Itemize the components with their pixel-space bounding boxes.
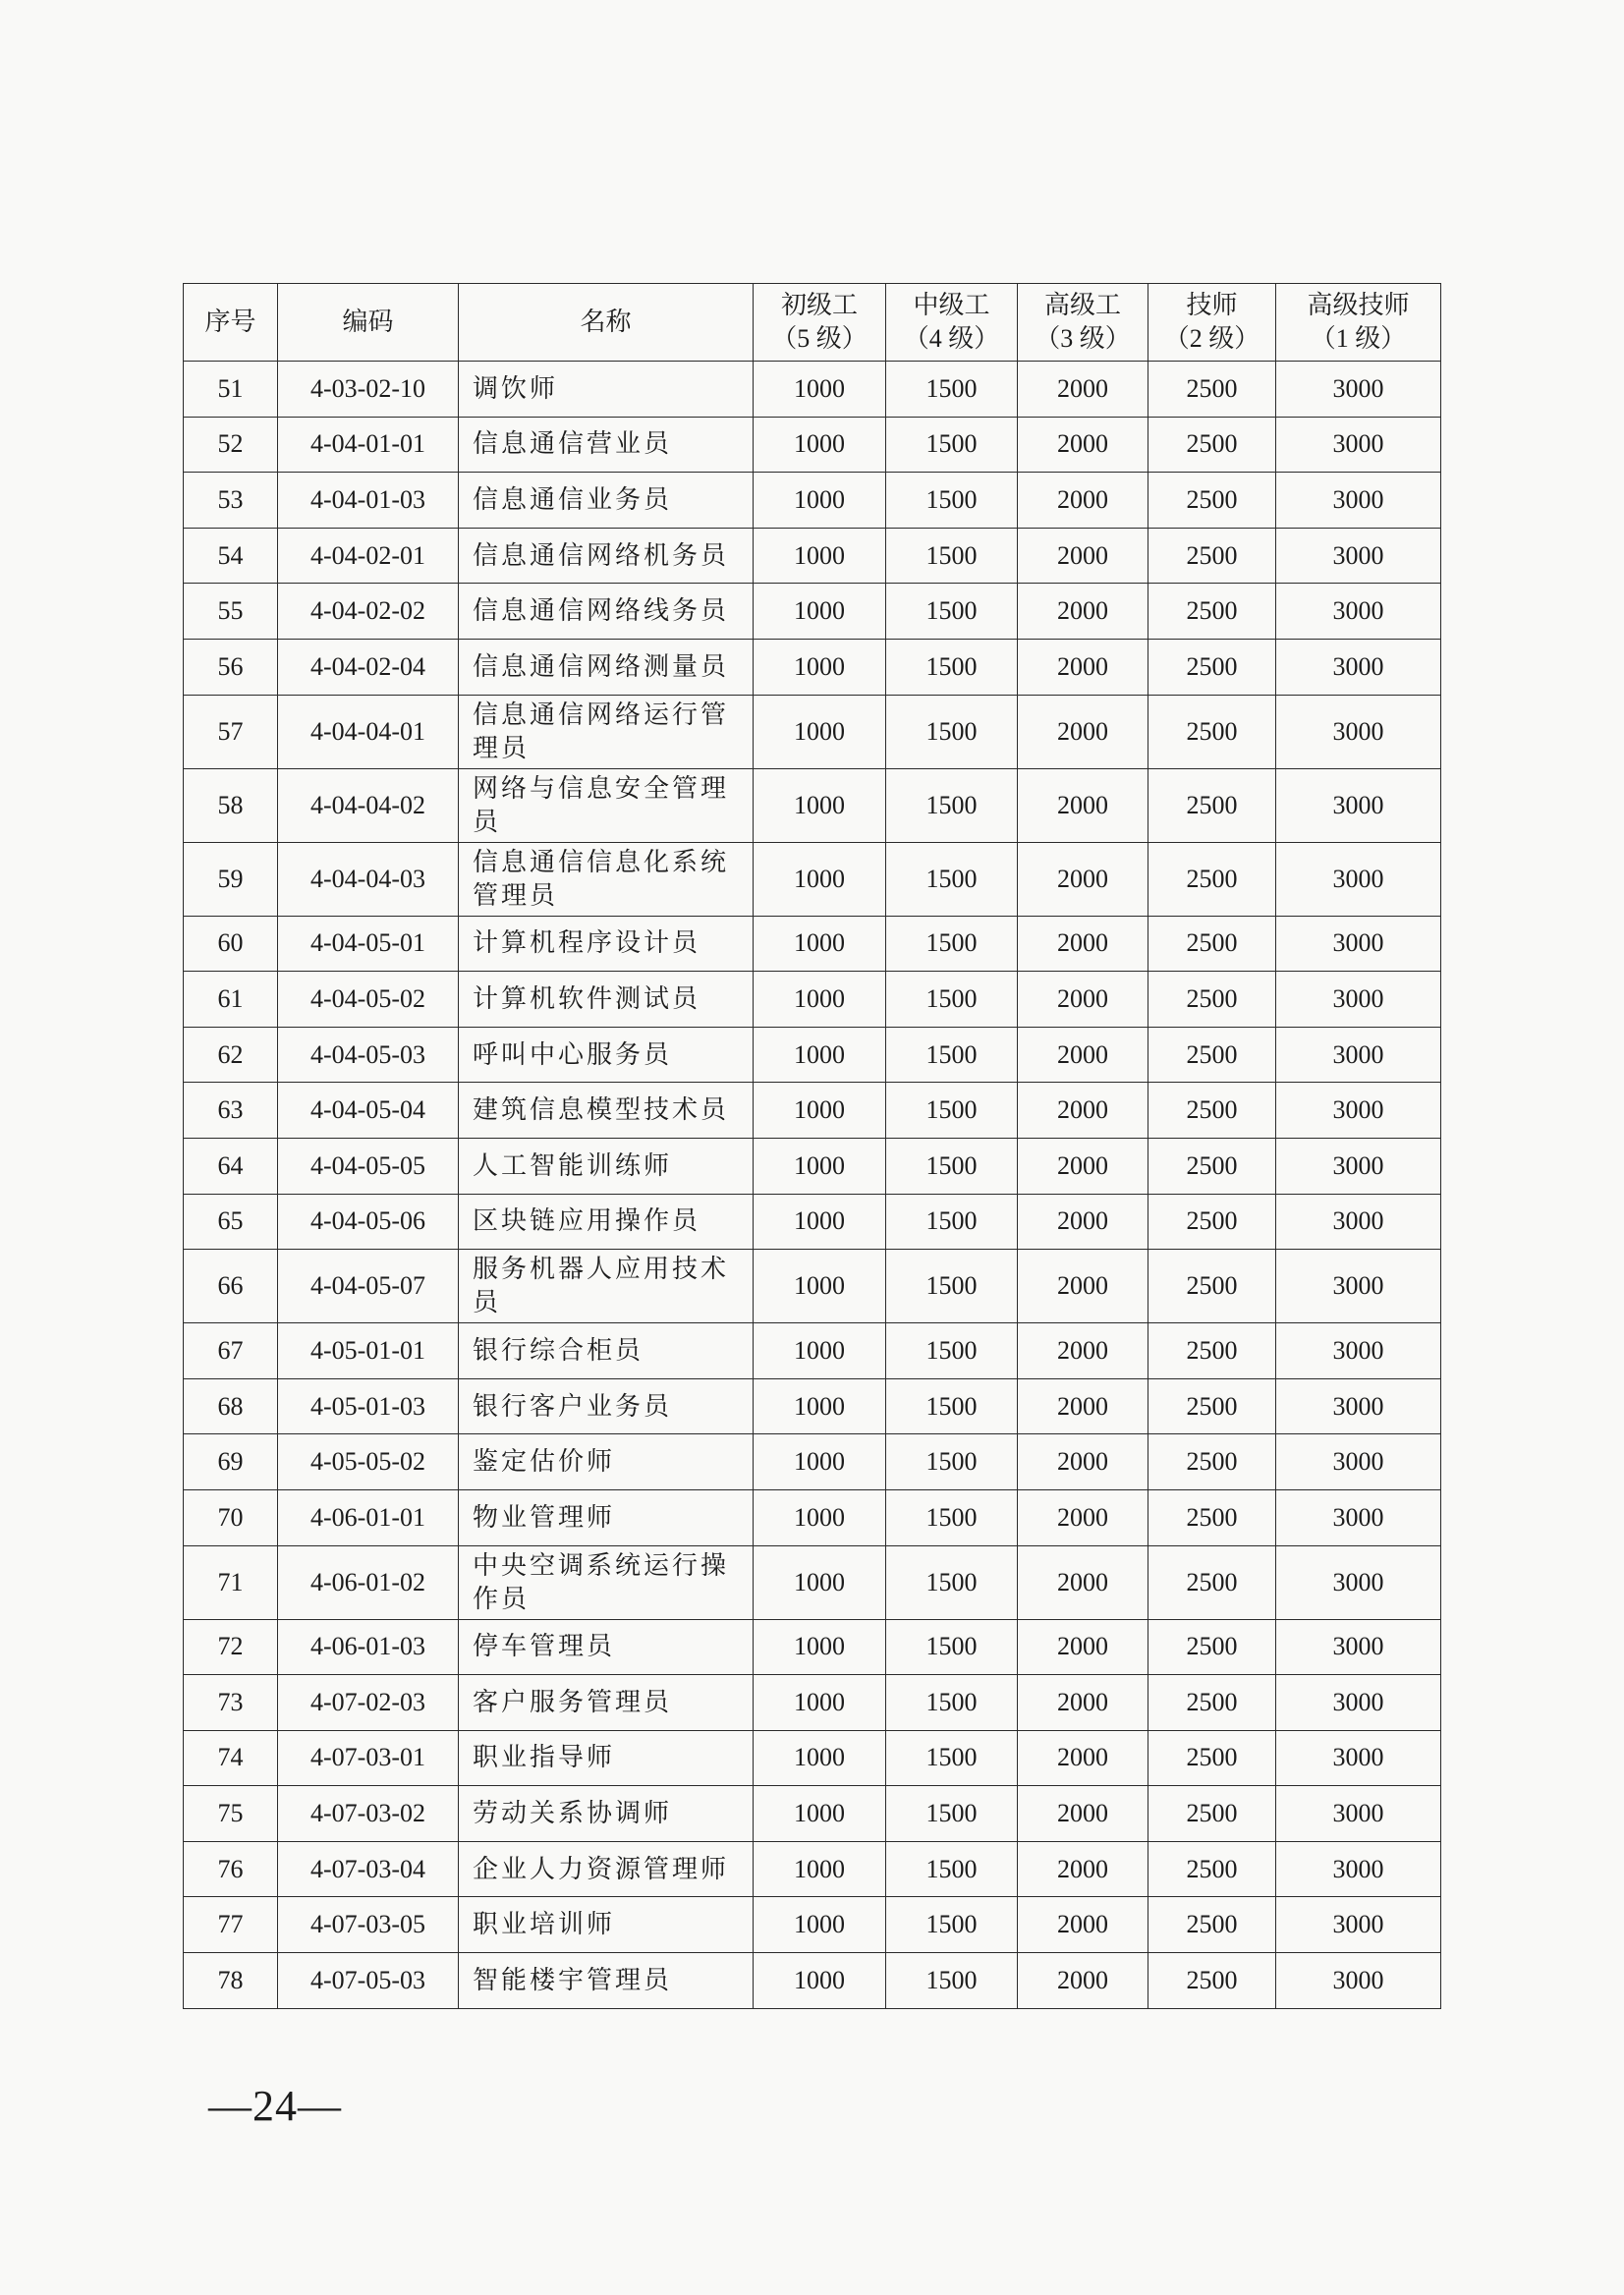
cell-no: 71 (184, 1545, 278, 1619)
cell-level-5: 1000 (754, 1545, 886, 1619)
cell-level-1: 3000 (1276, 1434, 1441, 1490)
header-no: 序号 (184, 284, 278, 362)
cell-level-3: 2000 (1018, 695, 1148, 768)
cell-code: 4-04-05-05 (278, 1138, 459, 1194)
cell-level-4: 1500 (886, 1434, 1018, 1490)
cell-code: 4-05-05-02 (278, 1434, 459, 1490)
cell-level-5: 1000 (754, 1489, 886, 1545)
cell-level-1: 3000 (1276, 1489, 1441, 1545)
cell-no: 63 (184, 1083, 278, 1139)
cell-level-2: 2500 (1148, 1083, 1276, 1139)
cell-level-4: 1500 (886, 1083, 1018, 1139)
table-row (184, 639, 1441, 695)
cell-name: 信息通信网络机务员 (459, 528, 754, 584)
cell-level-3: 2000 (1018, 1138, 1148, 1194)
cell-level-5: 1000 (754, 1786, 886, 1842)
cell-level-3: 2000 (1018, 528, 1148, 584)
cell-level-5: 1000 (754, 362, 886, 418)
cell-name: 停车管理员 (459, 1619, 754, 1675)
cell-level-3: 2000 (1018, 584, 1148, 640)
cell-level-3: 2000 (1018, 417, 1148, 473)
cell-level-1: 3000 (1276, 417, 1441, 473)
page-number: —24— (208, 2082, 342, 2130)
cell-level-5: 1000 (754, 1250, 886, 1323)
cell-level-2: 2500 (1148, 1378, 1276, 1434)
cell-no: 76 (184, 1841, 278, 1897)
cell-level-1: 3000 (1276, 362, 1441, 418)
cell-level-2: 2500 (1148, 584, 1276, 640)
cell-level-1: 3000 (1276, 842, 1441, 916)
cell-level-3: 2000 (1018, 972, 1148, 1028)
cell-level-1: 3000 (1276, 1841, 1441, 1897)
cell-name: 职业指导师 (459, 1730, 754, 1786)
cell-code: 4-04-04-01 (278, 695, 459, 768)
cell-name: 信息通信网络线务员 (459, 584, 754, 640)
cell-level-3: 2000 (1018, 916, 1148, 972)
table-row (184, 584, 1441, 640)
cell-name: 劳动关系协调师 (459, 1786, 754, 1842)
cell-code: 4-06-01-01 (278, 1489, 459, 1545)
header-level-1: 高级技师 （1 级） (1276, 284, 1441, 362)
cell-code: 4-06-01-03 (278, 1619, 459, 1675)
cell-code: 4-04-04-02 (278, 768, 459, 842)
table-row (184, 362, 1441, 418)
cell-level-2: 2500 (1148, 362, 1276, 418)
table-header-row (184, 284, 1441, 362)
cell-code: 4-07-03-05 (278, 1897, 459, 1953)
cell-level-4: 1500 (886, 1250, 1018, 1323)
cell-level-4: 1500 (886, 528, 1018, 584)
cell-no: 78 (184, 1953, 278, 2009)
cell-no: 75 (184, 1786, 278, 1842)
cell-name: 网络与信息安全管理员 (459, 768, 754, 842)
cell-level-3: 2000 (1018, 1730, 1148, 1786)
cell-level-1: 3000 (1276, 768, 1441, 842)
cell-level-4: 1500 (886, 1675, 1018, 1731)
cell-level-3: 2000 (1018, 1841, 1148, 1897)
cell-level-5: 1000 (754, 1378, 886, 1434)
cell-level-3: 2000 (1018, 1619, 1148, 1675)
cell-level-4: 1500 (886, 695, 1018, 768)
cell-level-4: 1500 (886, 1378, 1018, 1434)
table-row (184, 1083, 1441, 1139)
cell-no: 57 (184, 695, 278, 768)
cell-level-3: 2000 (1018, 1378, 1148, 1434)
cell-level-5: 1000 (754, 1434, 886, 1490)
cell-code: 4-07-03-02 (278, 1786, 459, 1842)
cell-level-3: 2000 (1018, 1786, 1148, 1842)
cell-name: 客户服务管理员 (459, 1675, 754, 1731)
cell-no: 56 (184, 639, 278, 695)
cell-no: 55 (184, 584, 278, 640)
cell-level-2: 2500 (1148, 972, 1276, 1028)
cell-level-4: 1500 (886, 1953, 1018, 2009)
cell-level-4: 1500 (886, 362, 1018, 418)
cell-level-1: 3000 (1276, 695, 1441, 768)
cell-no: 62 (184, 1027, 278, 1083)
cell-name: 信息通信信息化系统管理员 (459, 842, 754, 916)
table-row (184, 1730, 1441, 1786)
table-row (184, 528, 1441, 584)
header-name: 名称 (459, 284, 754, 362)
cell-level-1: 3000 (1276, 473, 1441, 529)
cell-code: 4-07-03-04 (278, 1841, 459, 1897)
cell-no: 67 (184, 1323, 278, 1379)
table-row (184, 1545, 1441, 1619)
cell-level-5: 1000 (754, 768, 886, 842)
cell-no: 51 (184, 362, 278, 418)
cell-name: 区块链应用操作员 (459, 1194, 754, 1250)
cell-level-4: 1500 (886, 1489, 1018, 1545)
cell-level-5: 1000 (754, 1194, 886, 1250)
cell-name: 调饮师 (459, 362, 754, 418)
cell-level-1: 3000 (1276, 1897, 1441, 1953)
cell-level-2: 2500 (1148, 1250, 1276, 1323)
table-row (184, 1378, 1441, 1434)
cell-code: 4-03-02-10 (278, 362, 459, 418)
cell-level-3: 2000 (1018, 362, 1148, 418)
cell-level-3: 2000 (1018, 473, 1148, 529)
cell-name: 信息通信营业员 (459, 417, 754, 473)
cell-name: 智能楼宇管理员 (459, 1953, 754, 2009)
table-row (184, 417, 1441, 473)
cell-level-1: 3000 (1276, 1027, 1441, 1083)
cell-name: 服务机器人应用技术员 (459, 1250, 754, 1323)
cell-level-2: 2500 (1148, 1323, 1276, 1379)
cell-no: 70 (184, 1489, 278, 1545)
cell-level-2: 2500 (1148, 1027, 1276, 1083)
cell-level-5: 1000 (754, 972, 886, 1028)
cell-level-4: 1500 (886, 584, 1018, 640)
cell-level-1: 3000 (1276, 1194, 1441, 1250)
cell-level-2: 2500 (1148, 1675, 1276, 1731)
cell-level-5: 1000 (754, 417, 886, 473)
cell-level-1: 3000 (1276, 1378, 1441, 1434)
cell-level-2: 2500 (1148, 1138, 1276, 1194)
cell-code: 4-04-05-04 (278, 1083, 459, 1139)
cell-level-2: 2500 (1148, 695, 1276, 768)
cell-level-5: 1000 (754, 473, 886, 529)
cell-no: 68 (184, 1378, 278, 1434)
cell-level-2: 2500 (1148, 842, 1276, 916)
cell-code: 4-04-05-06 (278, 1194, 459, 1250)
cell-code: 4-05-01-01 (278, 1323, 459, 1379)
cell-level-1: 3000 (1276, 1138, 1441, 1194)
cell-level-2: 2500 (1148, 1841, 1276, 1897)
cell-level-4: 1500 (886, 1619, 1018, 1675)
cell-code: 4-04-02-04 (278, 639, 459, 695)
table-row (184, 1027, 1441, 1083)
cell-level-4: 1500 (886, 1138, 1018, 1194)
cell-no: 52 (184, 417, 278, 473)
cell-code: 4-04-05-03 (278, 1027, 459, 1083)
cell-no: 66 (184, 1250, 278, 1323)
table-row (184, 695, 1441, 768)
cell-level-4: 1500 (886, 842, 1018, 916)
header-level-4: 中级工 （4 级） (886, 284, 1018, 362)
cell-level-3: 2000 (1018, 1250, 1148, 1323)
cell-level-1: 3000 (1276, 1953, 1441, 2009)
cell-level-1: 3000 (1276, 1083, 1441, 1139)
cell-level-3: 2000 (1018, 1675, 1148, 1731)
cell-level-5: 1000 (754, 639, 886, 695)
cell-name: 鉴定估价师 (459, 1434, 754, 1490)
cell-level-2: 2500 (1148, 473, 1276, 529)
header-level-2: 技师 （2 级） (1148, 284, 1276, 362)
cell-level-4: 1500 (886, 1323, 1018, 1379)
table-row (184, 1434, 1441, 1490)
cell-code: 4-04-04-03 (278, 842, 459, 916)
cell-level-4: 1500 (886, 1545, 1018, 1619)
cell-level-5: 1000 (754, 842, 886, 916)
cell-level-1: 3000 (1276, 639, 1441, 695)
cell-name: 企业人力资源管理师 (459, 1841, 754, 1897)
cell-code: 4-04-01-03 (278, 473, 459, 529)
cell-no: 77 (184, 1897, 278, 1953)
cell-code: 4-04-05-01 (278, 916, 459, 972)
cell-level-3: 2000 (1018, 1897, 1148, 1953)
cell-level-5: 1000 (754, 1841, 886, 1897)
cell-level-1: 3000 (1276, 1323, 1441, 1379)
cell-level-4: 1500 (886, 1027, 1018, 1083)
cell-name: 呼叫中心服务员 (459, 1027, 754, 1083)
cell-no: 54 (184, 528, 278, 584)
cell-no: 74 (184, 1730, 278, 1786)
header-code: 编码 (278, 284, 459, 362)
cell-level-2: 2500 (1148, 639, 1276, 695)
cell-level-2: 2500 (1148, 768, 1276, 842)
cell-name: 建筑信息模型技术员 (459, 1083, 754, 1139)
cell-level-5: 1000 (754, 1027, 886, 1083)
cell-name: 信息通信业务员 (459, 473, 754, 529)
table-row (184, 1323, 1441, 1379)
table-row (184, 1841, 1441, 1897)
cell-level-3: 2000 (1018, 1083, 1148, 1139)
cell-level-3: 2000 (1018, 1489, 1148, 1545)
cell-level-2: 2500 (1148, 528, 1276, 584)
cell-level-2: 2500 (1148, 417, 1276, 473)
cell-level-5: 1000 (754, 1897, 886, 1953)
cell-level-2: 2500 (1148, 916, 1276, 972)
cell-level-5: 1000 (754, 1953, 886, 2009)
cell-level-3: 2000 (1018, 1953, 1148, 2009)
cell-name: 信息通信网络运行管理员 (459, 695, 754, 768)
cell-level-4: 1500 (886, 972, 1018, 1028)
cell-level-1: 3000 (1276, 972, 1441, 1028)
cell-level-2: 2500 (1148, 1786, 1276, 1842)
cell-level-1: 3000 (1276, 1730, 1441, 1786)
cell-code: 4-07-05-03 (278, 1953, 459, 2009)
cell-level-3: 2000 (1018, 1434, 1148, 1490)
table-row (184, 1619, 1441, 1675)
cell-level-5: 1000 (754, 695, 886, 768)
cell-level-5: 1000 (754, 1138, 886, 1194)
cell-no: 53 (184, 473, 278, 529)
table-row (184, 1489, 1441, 1545)
cell-no: 61 (184, 972, 278, 1028)
cell-no: 72 (184, 1619, 278, 1675)
cell-name: 职业培训师 (459, 1897, 754, 1953)
table-row (184, 1953, 1441, 2009)
cell-level-1: 3000 (1276, 1675, 1441, 1731)
cell-level-3: 2000 (1018, 1027, 1148, 1083)
cell-level-4: 1500 (886, 768, 1018, 842)
table-row (184, 1250, 1441, 1323)
cell-level-4: 1500 (886, 1786, 1018, 1842)
cell-level-1: 3000 (1276, 1619, 1441, 1675)
cell-no: 69 (184, 1434, 278, 1490)
cell-code: 4-04-05-07 (278, 1250, 459, 1323)
cell-level-3: 2000 (1018, 768, 1148, 842)
cell-level-1: 3000 (1276, 584, 1441, 640)
cell-code: 4-04-05-02 (278, 972, 459, 1028)
cell-level-3: 2000 (1018, 1545, 1148, 1619)
table-row (184, 1675, 1441, 1731)
cell-level-4: 1500 (886, 417, 1018, 473)
table-row (184, 768, 1441, 842)
cell-name: 人工智能训练师 (459, 1138, 754, 1194)
cell-no: 60 (184, 916, 278, 972)
cell-code: 4-04-02-02 (278, 584, 459, 640)
cell-level-2: 2500 (1148, 1619, 1276, 1675)
subsidy-table (183, 283, 1441, 2009)
cell-level-2: 2500 (1148, 1194, 1276, 1250)
cell-level-1: 3000 (1276, 1545, 1441, 1619)
cell-level-5: 1000 (754, 1730, 886, 1786)
cell-level-5: 1000 (754, 1083, 886, 1139)
cell-level-3: 2000 (1018, 842, 1148, 916)
table-body (184, 362, 1441, 2009)
cell-level-4: 1500 (886, 473, 1018, 529)
cell-level-4: 1500 (886, 1730, 1018, 1786)
cell-code: 4-04-02-01 (278, 528, 459, 584)
cell-name: 计算机软件测试员 (459, 972, 754, 1028)
cell-name: 物业管理师 (459, 1489, 754, 1545)
header-level-5: 初级工 （5 级） (754, 284, 886, 362)
cell-level-4: 1500 (886, 916, 1018, 972)
cell-level-3: 2000 (1018, 1323, 1148, 1379)
table-row (184, 1138, 1441, 1194)
cell-level-2: 2500 (1148, 1953, 1276, 2009)
table-row (184, 473, 1441, 529)
cell-level-2: 2500 (1148, 1897, 1276, 1953)
cell-level-5: 1000 (754, 584, 886, 640)
cell-level-4: 1500 (886, 1194, 1018, 1250)
cell-no: 64 (184, 1138, 278, 1194)
cell-code: 4-06-01-02 (278, 1545, 459, 1619)
cell-no: 59 (184, 842, 278, 916)
cell-level-1: 3000 (1276, 1250, 1441, 1323)
header-level-3: 高级工 （3 级） (1018, 284, 1148, 362)
cell-code: 4-07-02-03 (278, 1675, 459, 1731)
table-row (184, 1194, 1441, 1250)
cell-level-3: 2000 (1018, 1194, 1148, 1250)
cell-level-1: 3000 (1276, 528, 1441, 584)
cell-level-2: 2500 (1148, 1545, 1276, 1619)
cell-no: 65 (184, 1194, 278, 1250)
cell-level-5: 1000 (754, 916, 886, 972)
cell-no: 58 (184, 768, 278, 842)
cell-name: 银行综合柜员 (459, 1323, 754, 1379)
cell-level-5: 1000 (754, 1675, 886, 1731)
cell-level-5: 1000 (754, 1323, 886, 1379)
cell-level-3: 2000 (1018, 639, 1148, 695)
cell-name: 信息通信网络测量员 (459, 639, 754, 695)
cell-code: 4-05-01-03 (278, 1378, 459, 1434)
cell-name: 中央空调系统运行操作员 (459, 1545, 754, 1619)
table-row (184, 972, 1441, 1028)
table-row (184, 1786, 1441, 1842)
cell-level-2: 2500 (1148, 1489, 1276, 1545)
cell-level-2: 2500 (1148, 1730, 1276, 1786)
cell-level-4: 1500 (886, 1897, 1018, 1953)
table-row (184, 842, 1441, 916)
cell-name: 计算机程序设计员 (459, 916, 754, 972)
cell-code: 4-04-01-01 (278, 417, 459, 473)
cell-level-1: 3000 (1276, 1786, 1441, 1842)
cell-no: 73 (184, 1675, 278, 1731)
cell-name: 银行客户业务员 (459, 1378, 754, 1434)
cell-level-5: 1000 (754, 1619, 886, 1675)
table-row (184, 1897, 1441, 1953)
cell-code: 4-07-03-01 (278, 1730, 459, 1786)
cell-level-4: 1500 (886, 639, 1018, 695)
cell-level-1: 3000 (1276, 916, 1441, 972)
cell-level-4: 1500 (886, 1841, 1018, 1897)
cell-level-2: 2500 (1148, 1434, 1276, 1490)
table-row (184, 916, 1441, 972)
cell-level-5: 1000 (754, 528, 886, 584)
